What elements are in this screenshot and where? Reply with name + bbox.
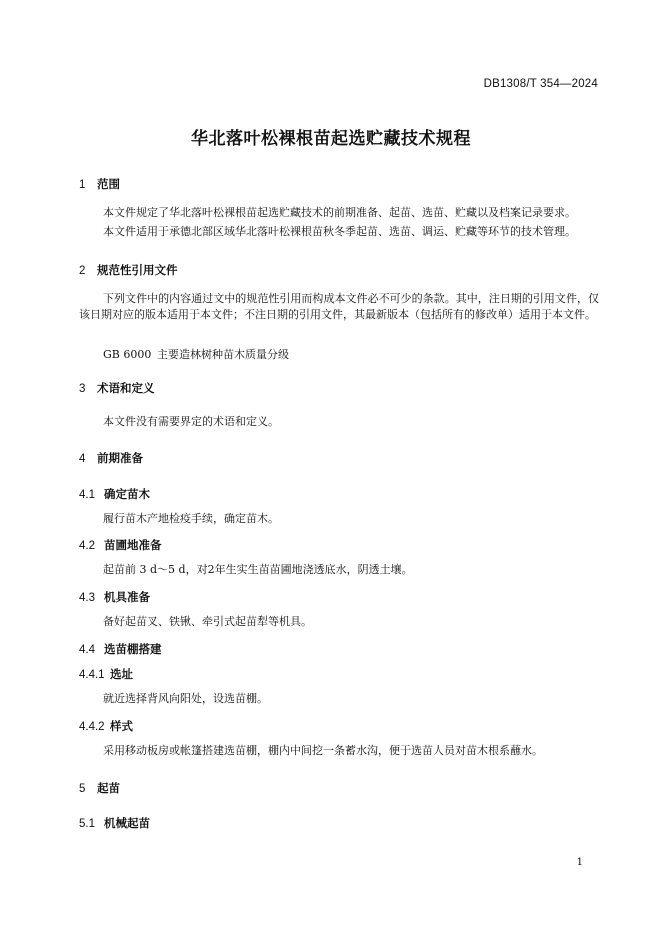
determine-seedlings-paragraph: 履行苗木产地检疫手续，确定苗木。 [103,512,279,525]
section-title: 前期准备 [97,451,143,465]
section-number: 4.3 [79,592,95,604]
reference-item [103,346,289,362]
section-title: 选址 [110,667,133,681]
section-title: 机具准备 [104,590,150,604]
reference-name: 主要造林树种苗木质量分级 [157,348,289,361]
section-1-heading [79,176,120,192]
shed-style-paragraph: 采用移动板房或帐篷搭建选苗棚，棚内中间挖一条蓄水沟，便于选苗人员对苗木根系蘸水。 [103,744,543,757]
normative-references-paragraph: 下列文件中的内容通过文中的规范性引用而构成本文件必不可少的条款。其中，注日期的引用文件，仅该日期对应的版本适用于本文件；不注日期的引用文件，其最新版本（包括所有的修改单）适用于本文件。 [79,292,599,321]
section-title: 起苗 [97,781,120,795]
section-title: 机械起苗 [104,816,150,830]
section-number: 1 [79,179,86,191]
section-title: 规范性引用文件 [97,263,178,277]
section-title: 苗圃地准备 [104,538,162,552]
section-title: 样式 [110,719,133,733]
section-5-heading [79,780,120,796]
nursery-preparation-paragraph: 起苗前 3 d～5 d，对2年生实生苗苗圃地浇透底水，阴透土壤。 [103,563,413,576]
reference-code: GB 6000 [103,348,152,361]
section-number: 4.4.2 [79,721,105,733]
scope-paragraph-1: 本文件规定了华北落叶松裸根苗起选贮藏技术的前期准备、起苗、选苗、贮藏以及档案记录要求。 [103,206,576,219]
section-4-4-heading [79,641,162,657]
section-number: 5.1 [79,818,95,830]
section-4-heading [79,450,143,466]
section-number: 4.1 [79,489,95,501]
section-4-1-heading [79,486,150,502]
section-title: 确定苗木 [104,487,150,501]
terms-paragraph: 本文件没有需要界定的术语和定义。 [103,415,279,428]
scope-paragraph-2: 本文件适用于承德北部区域华北落叶松裸根苗秋冬季起苗、选苗、调运、贮藏等环节的技术管理。 [103,225,576,238]
section-4-2-heading [79,537,162,553]
section-title: 术语和定义 [97,381,155,395]
page-number: 1 [576,857,583,868]
section-title: 范围 [97,177,120,191]
section-2-heading [79,262,178,278]
site-selection-paragraph: 就近选择背风向阳处，设选苗棚。 [103,692,268,705]
section-5-1-heading [79,815,150,831]
equipment-preparation-paragraph: 备好起苗叉、铁锹、牵引式起苗犁等机具。 [103,615,312,628]
section-4-4-2-heading [79,718,133,734]
section-4-4-1-heading [79,666,133,682]
section-number: 4.4 [79,644,95,656]
section-title: 选苗棚搭建 [104,642,162,656]
section-number: 5 [79,783,86,795]
section-number: 4 [79,453,86,465]
document-title: 华北落叶松裸根苗起选贮藏技术规程 [191,129,471,149]
section-number: 3 [79,383,86,395]
section-number: 4.4.1 [79,669,105,681]
section-4-3-heading [79,589,150,605]
section-3-heading [79,380,155,396]
section-number: 4.2 [79,540,95,552]
standard-number: DB1308/T 354—2024 [483,78,598,90]
section-number: 2 [79,265,86,277]
